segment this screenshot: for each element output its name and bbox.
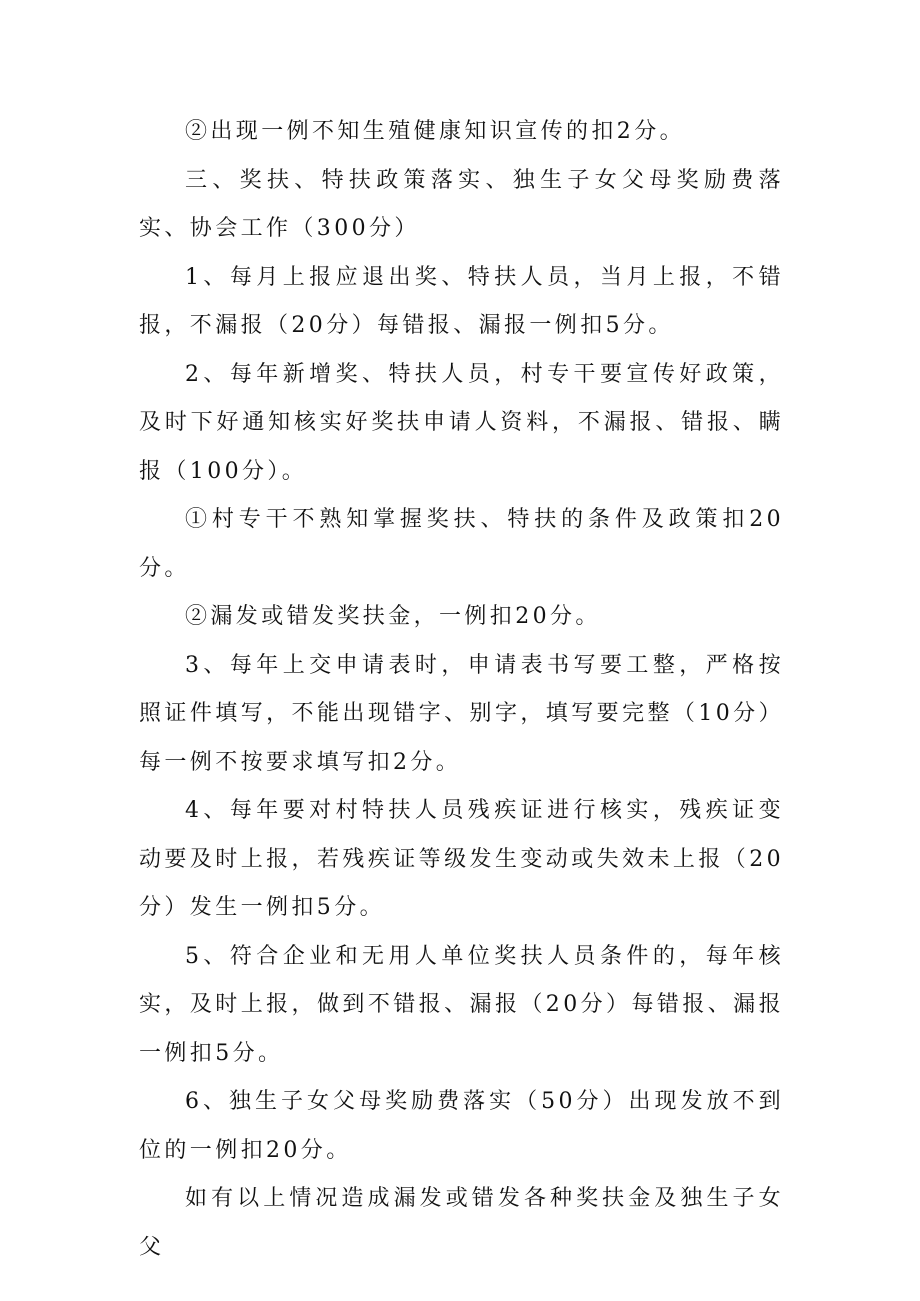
paragraph-item-5: 5、符合企业和无用人单位奖扶人员条件的，每年核实，及时上报，做到不错报、漏报（20分）每错报、漏报一例扣5分。: [139, 943, 784, 1066]
paragraph-item-6: 6、独生子女父母奖励费落实（50分）出现发放不到位的一例扣20分。: [139, 1089, 784, 1163]
paragraph-section-three-heading: 三、奖扶、特扶政策落实、独生子女父母奖励费落实、协会工作（300分）: [139, 167, 784, 241]
paragraph-item-2-sub-1: ①村专干不熟知掌握奖扶、特扶的条件及政策扣20分。: [139, 507, 784, 581]
document-body: [139, 108, 784, 1272]
paragraph-score-item-2: ②出现一例不知生殖健康知识宣传的扣2分。: [185, 119, 685, 144]
paragraph-item-2-sub-2: ②漏发或错发奖扶金，一例扣20分。: [185, 604, 601, 629]
paragraph-item-4: 4、每年要对村特扶人员残疾证进行核实，残疾证变动要及时上报，若残疾证等级发生变动或失效未上报（20分）发生一例扣5分。: [139, 798, 784, 920]
paragraph-item-2: 2、每年新增奖、特扶人员，村专干要宣传好政策，及时下好通知核实好奖扶申请人资料，不漏报、错报、瞒报（100分）。: [139, 361, 784, 484]
paragraph-closing: 如有以上情况造成漏发或错发各种奖扶金及独生子女父: [139, 1186, 784, 1260]
paragraph-item-1: 1、每月上报应退出奖、特扶人员，当月上报，不错报，不漏报（20分）每错报、漏报一例扣5分。: [139, 264, 784, 338]
paragraph-item-3: 3、每年上交申请表时，申请表书写要工整，严格按照证件填写，不能出现错字、别字，填写要完整（10分）每一例不按要求填写扣2分。: [139, 652, 784, 775]
